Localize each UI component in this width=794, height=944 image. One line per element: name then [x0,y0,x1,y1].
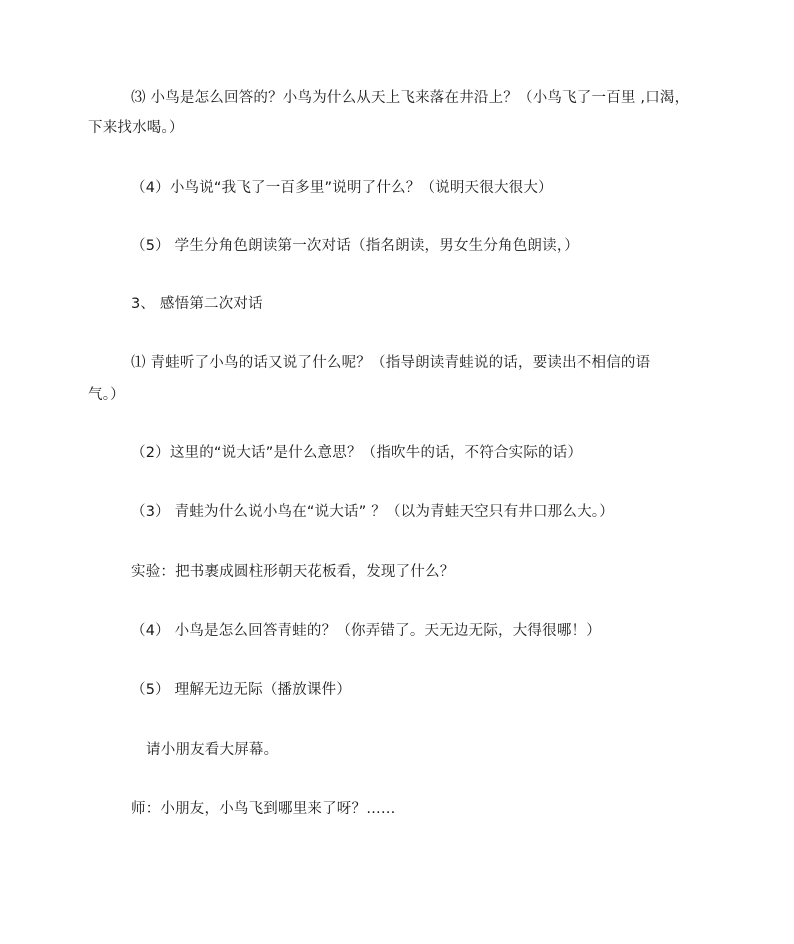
paragraph-5-line-2: 气。） [88,387,125,403]
section-heading-3: 3、 感悟第二次对话 [131,296,263,312]
paragraph-10: （5） 理解无边无际（播放课件） [131,682,352,698]
paragraph-9: （4） 小鸟是怎么回答青蛙的？（你弄错了。天无边无际，大得很哪！） [131,623,601,639]
paragraph-11: 请小朋友看大屏幕。 [146,742,279,758]
paragraph-12: 师：小朋友，小鸟飞到哪里来了呀？…… [131,801,396,817]
paragraph-2: （4）小鸟说“我飞了一百多里”说明了什么？（说明天很大很大） [131,180,553,196]
paragraph-7: （3） 青蛙为什么说小鸟在“说大话” ？（以为青蛙天空只有井口那么大。） [131,504,614,520]
paragraph-1-line-2: 下来找水喝。） [88,120,184,136]
paragraph-3: （5） 学生分角色朗读第一次对话（指名朗读，男女生分角色朗读，） [131,238,579,254]
paragraph-5-line-1: ⑴ 青蛙听了小鸟的话又说了什么呢？（指导朗读青蛙说的话，要读出不相信的语 [131,355,651,371]
paragraph-1-line-1: ⑶ 小鸟是怎么回答的？小鸟为什么从天上飞来落在井沿上？（小鸟飞了一百里 ,口渴， [131,90,690,106]
paragraph-6: （2）这里的“说大话”是什么意思？（指吹牛的话，不符合实际的话） [131,445,583,461]
paragraph-8: 实验：把书裹成圆柱形朝天花板看，发现了什么？ [131,564,455,580]
